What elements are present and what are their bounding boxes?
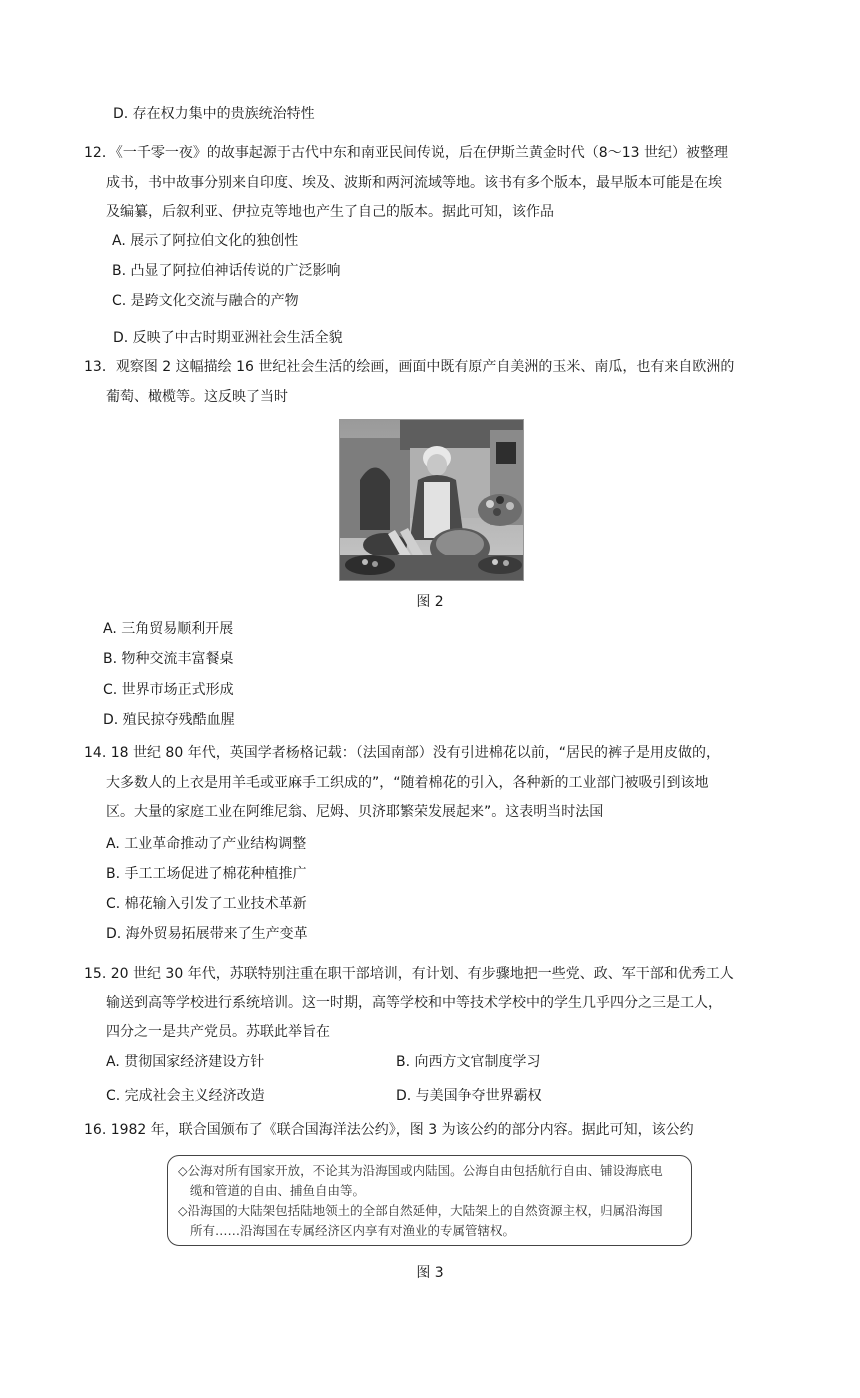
q14-stem-line-3: 区。大量的家庭工业在阿维尼翁、尼姆、贝济耶繁荣发展起来”。这表明当时法国 xyxy=(106,804,604,820)
q12-option-d: D. 反映了中古时期亚洲社会生活全貌 xyxy=(113,330,343,346)
q12-option-a: A. 展示了阿拉伯文化的独创性 xyxy=(112,233,299,249)
q13-option-c: C. 世界市场正式形成 xyxy=(103,682,234,698)
q13-option-b: B. 物种交流丰富餐桌 xyxy=(103,651,234,667)
q13-option-d: D. 殖民掠夺残酷血腥 xyxy=(103,712,235,728)
figure-2-painting xyxy=(339,419,524,581)
q12-option-b: B. 凸显了阿拉伯神话传说的广泛影响 xyxy=(112,263,341,279)
figure-3-line-2: 缆和管道的自由、捕鱼自由等。 xyxy=(190,1183,366,1198)
q11-option-d: D. 存在权力集中的贵族统治特性 xyxy=(113,106,315,122)
q12-option-c: C. 是跨文化交流与融合的产物 xyxy=(112,293,299,309)
q13-stem-line-2: 葡萄、橄榄等。这反映了当时 xyxy=(106,389,288,405)
q15-option-a: A. 贯彻国家经济建设方针 xyxy=(106,1054,265,1070)
figure-3-caption: 图 3 xyxy=(416,1265,444,1281)
q14-option-d: D. 海外贸易拓展带来了生产变革 xyxy=(106,926,308,942)
figure-2-caption: 图 2 xyxy=(416,594,444,610)
q14-stem-line-2: 大多数人的上衣是用羊毛或亚麻手工织成的”，“随着棉花的引入，各种新的工业部门被吸引到该地 xyxy=(106,775,709,791)
figure-3-line-1: ◇公海对所有国家开放，不论其为沿海国或内陆国。公海自由包括航行自由、铺设海底电 xyxy=(178,1163,663,1178)
q13-stem-line-1: 13．观察图 2 这幅描绘 16 世纪社会生活的绘画，画面中既有原产自美洲的玉米、南瓜，也有来自欧洲的 xyxy=(84,359,735,375)
q15-option-b: B. 向西方文官制度学习 xyxy=(396,1054,541,1070)
q13-option-a: A. 三角贸易顺利开展 xyxy=(103,621,234,637)
q14-option-c: C. 棉花输入引发了工业技术革新 xyxy=(106,896,307,912)
q15-stem-line-2: 输送到高等学校进行系统培训。这一时期，高等学校和中等技术学校中的学生几乎四分之三是工人， xyxy=(106,995,722,1011)
figure-3-line-4: 所有……沿海国在专属经济区内享有对渔业的专属管辖权。 xyxy=(190,1223,516,1238)
figure-3-excerpt-box xyxy=(167,1155,692,1246)
q14-option-b: B. 手工工场促进了棉花种植推广 xyxy=(106,866,307,882)
q16-stem: 16. 1982 年，联合国颁布了《联合国海洋法公约》，图 3 为该公约的部分内容。据此可知，该公约 xyxy=(84,1122,694,1138)
figure-3-line-3: ◇沿海国的大陆架包括陆地领土的全部自然延伸，大陆架上的自然资源主权，归属沿海国 xyxy=(178,1203,663,1218)
q15-option-c: C. 完成社会主义经济改造 xyxy=(106,1088,265,1104)
q14-option-a: A. 工业革命推动了产业结构调整 xyxy=(106,836,307,852)
q14-stem-line-1: 14. 18 世纪 80 年代，英国学者杨格记载：（法国南部）没有引进棉花以前，“居民的裤子是用皮做的， xyxy=(84,745,720,761)
q15-stem-line-1: 15. 20 世纪 30 年代，苏联特别注重在职干部培训，有计划、有步骤地把一些党、政、军干部和优秀工人 xyxy=(84,966,734,982)
q12-stem-line-3: 及编纂，后叙利亚、伊拉克等地也产生了自己的版本。据此可知，该作品 xyxy=(106,204,554,220)
q12-stem-line-1: 12．《一千零一夜》的故事起源于古代中东和南亚民间传说，后在伊斯兰黄金时代（8～13 世纪）被整理 xyxy=(84,145,728,161)
q15-option-d: D. 与美国争夺世界霸权 xyxy=(396,1088,542,1104)
q15-stem-line-3: 四分之一是共产党员。苏联此举旨在 xyxy=(106,1024,330,1040)
q12-stem-line-2: 成书，书中故事分别来自印度、埃及、波斯和两河流域等地。该书有多个版本，最早版本可能是在埃 xyxy=(106,175,722,191)
